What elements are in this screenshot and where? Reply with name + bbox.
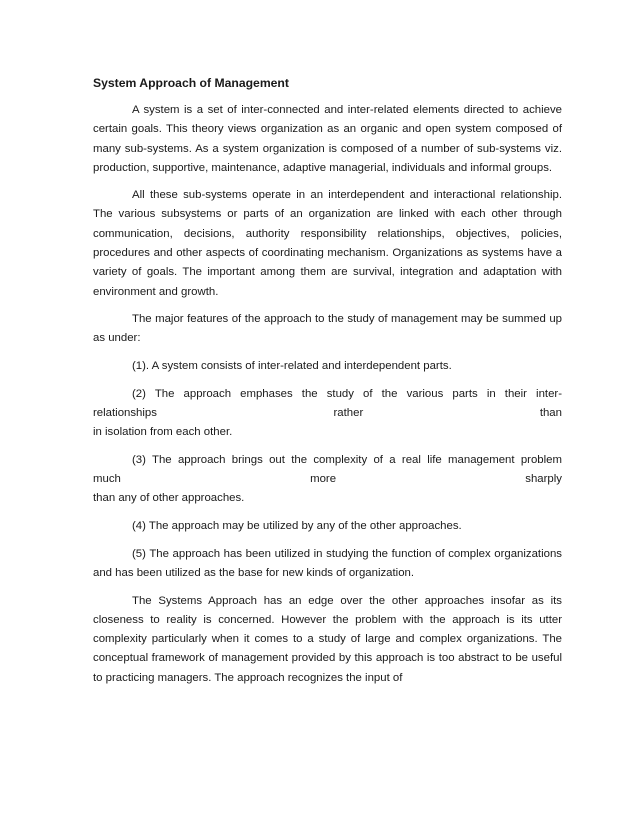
feature-item-3-line-1: (3) The approach brings out the complexity of a real life management problem	[132, 453, 562, 466]
feature-item-5: (5) The approach has been utilized in studying the function of complex organizations and has been utilized as the base for new kinds of organization.	[93, 547, 562, 580]
feature-item-3-word-2: more	[310, 473, 337, 486]
feature-item-3-word-3: sharply	[525, 473, 562, 486]
feature-item-4: (4) The approach may be utilized by any of the other approaches.	[132, 519, 462, 532]
paragraph-definition: A system is a set of inter-connected and inter-related elements directed to achieve certain goals. This theory views organization as an organic and open system composed of many sub-systems. As a system organization is composed of a number of sub-systems viz. production, supportive, maintenance, adaptive managerial, individuals and informal groups.	[93, 104, 562, 174]
paragraph-edge: The Systems Approach has an edge over the other approaches insofar as its closeness to reality is concerned. However the problem with the approach is its utter complexity particularly when it comes to a study of large and complex organizations. The conceptual framework of management provided by this approach is too abstract to be useful to practicing managers. The approach recognizes the input of	[93, 594, 562, 684]
paragraph-subsystems: All these sub-systems operate in an interdependent and interactional relationship. The various subsystems or parts of an organization are linked with each other through communication, decisions, authority responsibility relationships, objectives, policies, procedures and other aspects of coordinating mechanism. Organizations as systems have a variety of goals. The important among them are survival, integration and adaptation with environment and growth.	[93, 189, 562, 298]
feature-item-2-line-2	[93, 404, 562, 423]
paragraph-features-intro: The major features of the approach to the study of management may be summed up as under:	[93, 312, 562, 345]
feature-item-3-line-3: than any of other approaches.	[93, 492, 245, 505]
feature-item-2-line-3: in isolation from each other.	[93, 426, 233, 439]
feature-item-1: (1). A system consists of inter-related and interdependent parts.	[132, 359, 452, 372]
feature-item-2-line-1: (2) The approach emphases the study of the various parts in their inter-	[132, 387, 562, 400]
feature-item-3-word-1: much	[93, 473, 121, 486]
feature-item-2-word-3: than	[539, 407, 562, 420]
feature-item-2-word-2: rather	[333, 407, 364, 420]
feature-item-2-word-1: relationships	[93, 407, 157, 420]
document-body	[93, 74, 562, 696]
feature-item-3-line-2	[93, 470, 562, 489]
page-title: System Approach of Management	[93, 76, 289, 90]
feature-item-3	[93, 451, 562, 509]
feature-item-2	[93, 385, 562, 443]
